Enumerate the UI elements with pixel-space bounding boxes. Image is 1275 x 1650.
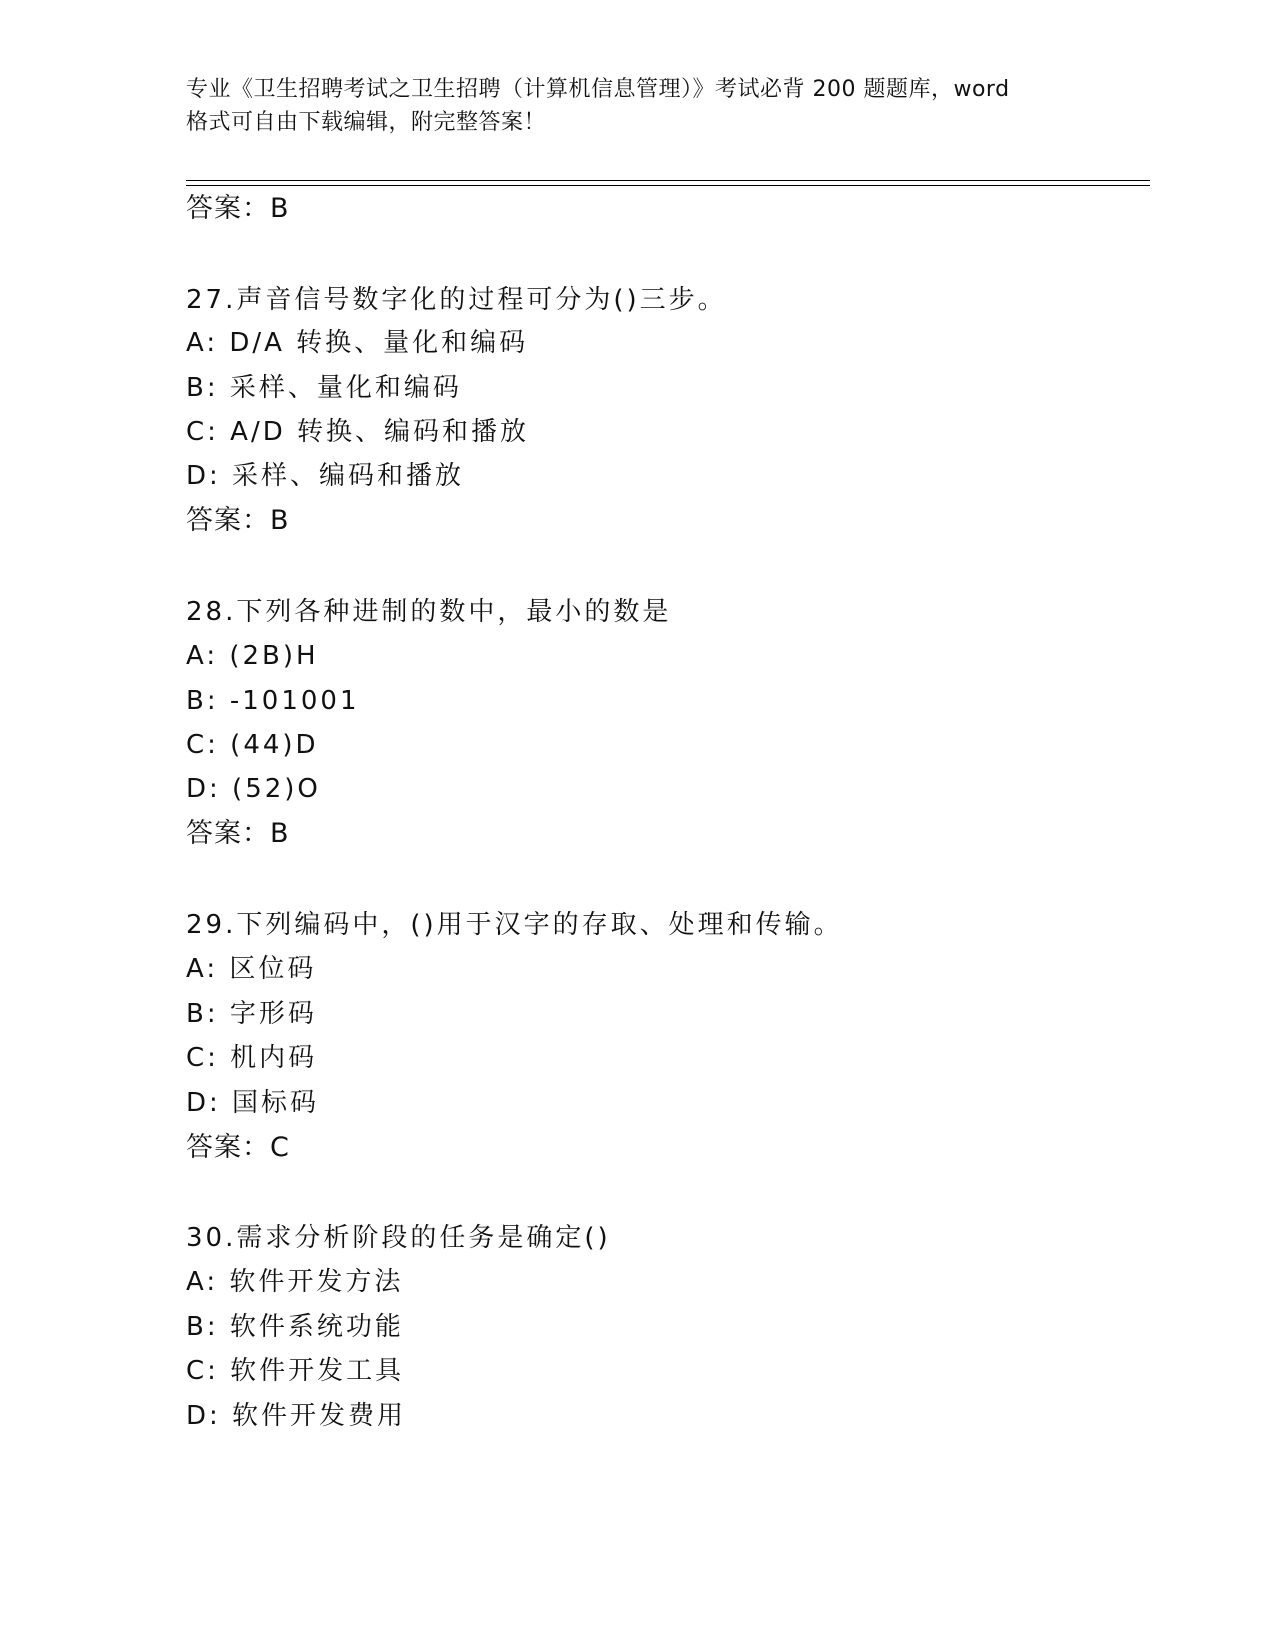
option-c: C: 软件开发工具 <box>186 1356 405 1386</box>
option-a: A: 软件开发方法 <box>186 1267 404 1297</box>
header-line-2: 格式可自由下载编辑，附完整答案！ <box>186 110 547 135</box>
option-b: B: 软件系统功能 <box>186 1312 404 1342</box>
option-a: A: 区位码 <box>186 954 317 984</box>
option-d: D: 软件开发费用 <box>186 1401 407 1431</box>
answer-label: 答案：B <box>186 193 290 224</box>
question-stem: 30.需求分析阶段的任务是确定() <box>186 1223 611 1253</box>
header-line-1: 专业《卫生招聘考试之卫生招聘（计算机信息管理）》考试必背 200 题题库，word <box>186 77 1010 102</box>
option-d: D: (52)O <box>186 774 321 804</box>
header-divider-bottom <box>186 185 1150 186</box>
option-b: B: -101001 <box>186 686 360 716</box>
option-b: B: 采样、量化和编码 <box>186 373 462 403</box>
option-d: D: 国标码 <box>186 1088 320 1118</box>
option-c: C: (44)D <box>186 730 319 760</box>
header-divider-top <box>186 180 1150 181</box>
option-a: A: (2B)H <box>186 641 319 671</box>
answer-label: 答案：B <box>186 505 290 536</box>
option-a: A: D/A 转换、量化和编码 <box>186 328 529 358</box>
question-stem: 29.下列编码中，()用于汉字的存取、处理和传输。 <box>186 910 843 940</box>
answer-label: 答案：B <box>186 818 290 849</box>
question-stem: 28.下列各种进制的数中，最小的数是 <box>186 597 672 627</box>
option-c: C: 机内码 <box>186 1043 318 1073</box>
option-d: D: 采样、编码和播放 <box>186 461 465 491</box>
document-header <box>186 73 1086 139</box>
answer-label: 答案：C <box>186 1132 290 1163</box>
option-c: C: A/D 转换、编码和播放 <box>186 417 530 447</box>
question-stem: 27.声音信号数字化的过程可分为()三步。 <box>186 285 727 315</box>
option-b: B: 字形码 <box>186 999 317 1029</box>
